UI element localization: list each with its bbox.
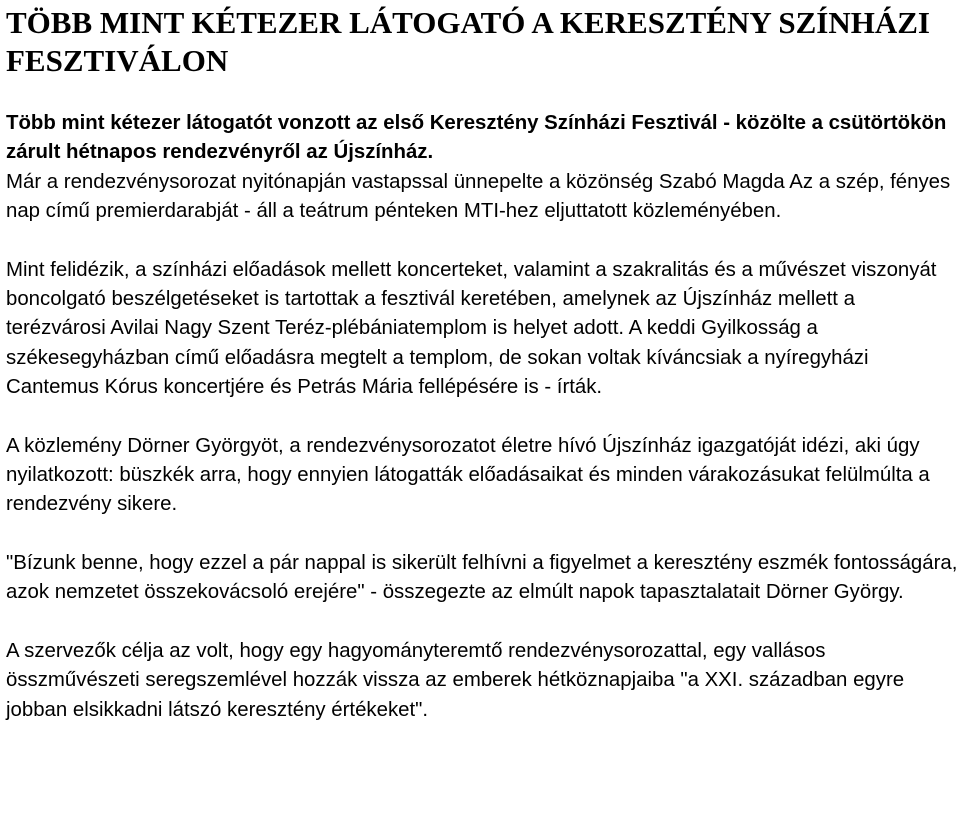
article-lead	[6, 109, 958, 227]
article-title: TÖBB MINT KÉTEZER LÁTOGATÓ A KERESZTÉNY SZÍNHÁZI FESZTIVÁLON	[6, 5, 930, 78]
article-paragraph: A szervezők célja az volt, hogy egy hagyományteremtő rendezvénysorozattal, egy vallásos összművészeti seregszemlével hozzák vissza az emberek hétköznapjaiba "a XXI. században egyre jobban elsikkadni látszó keresztény értékeket".	[6, 639, 905, 721]
article-paragraph: A közlemény Dörner Györgyöt, a rendezvénysorozatot életre hívó Újszínház igazgatóját idézi, aki úgy nyilatkozott: büszkék arra, hogy ennyien látogatták előadásaikat és minden várakozásukat felülmúlta a rendezvény sikere.	[6, 434, 930, 516]
article-paragraph: Mint felidézik, a színházi előadások mellett koncerteket, valamint a szakralitás és a művészet viszonyát boncolgató beszélgetéseket is tartottak a fesztivál keretében, amelynek az Újszínház mellett a terézvárosi Avilai Nagy Szent Teréz-plébániatemplom is helyet adott. A keddi Gyilkosság a székesegyházban című előadásra megtelt a templom, de sokan voltak kíváncsiak a nyíregyházi Cantemus Kórus koncertjére és Petrás Mária fellépésére is - írták.	[6, 258, 937, 399]
lead-detail: Már a rendezvénysorozat nyitónapján vastapssal ünnepelte a közönség Szabó Magda Az a szép, fényes nap című premierdarabját - áll a teátrum pénteken MTI-hez eljuttatott közleményében.	[6, 170, 951, 223]
article-paragraph: "Bízunk benne, hogy ezzel a pár nappal is sikerült felhívni a figyelmet a keresztény eszmék fontosságára, azok nemzetet összekovácsoló erejére" - összegezte az elmúlt napok tapasztalatait Dörner György.	[6, 551, 958, 604]
lead-summary: Több mint kétezer látogatót vonzott az első Keresztény Színházi Fesztivál - közölte a csütörtökön zárult hétnapos rendezvényről az Újszínház.	[6, 112, 947, 164]
